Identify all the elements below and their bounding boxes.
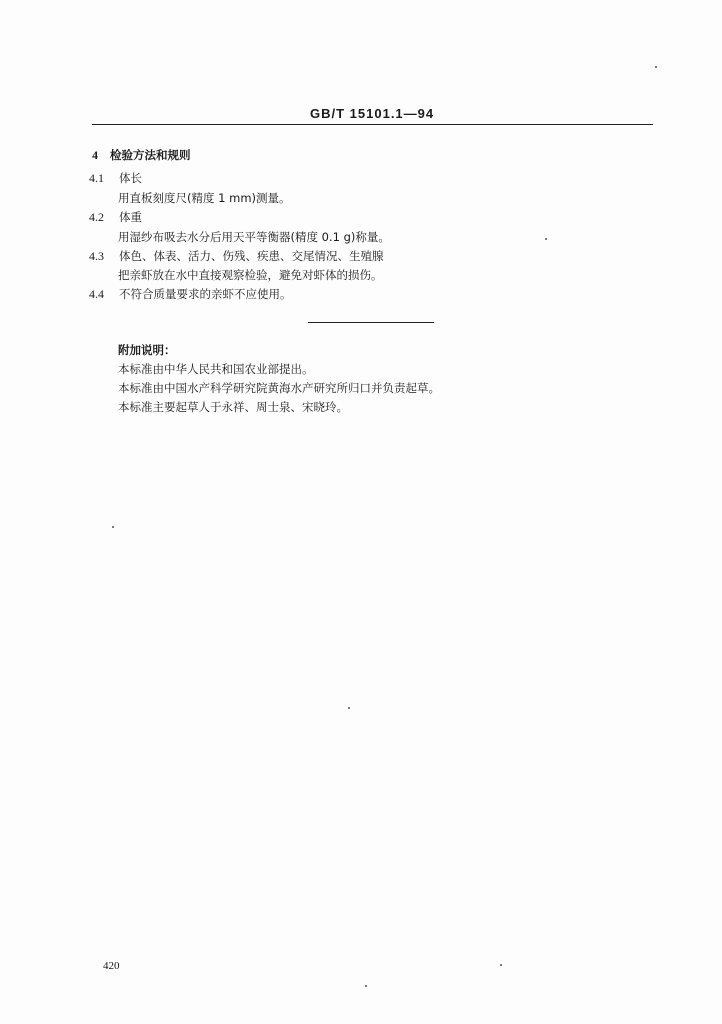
scan-speck: [545, 238, 547, 240]
section-heading: [92, 148, 191, 162]
item-4-1-body: 用直板刻度尺(精度 1 mm)测量。: [118, 191, 291, 205]
scan-speck: [348, 707, 350, 709]
section-number: 4: [92, 148, 98, 162]
header-rule: [92, 124, 653, 125]
item-4-4-heading: [89, 287, 292, 301]
item-4-2-body: 用湿纱布吸去水分后用天平等衡器(精度 0.1 g)称量。: [118, 230, 390, 244]
item-4-3-heading: [89, 249, 384, 263]
scan-speck: [112, 526, 114, 528]
item-number: 4.1: [89, 171, 104, 185]
scan-speck: [655, 66, 657, 68]
standard-code: GB/T 15101.1—94: [310, 106, 435, 121]
item-title: 体色、体表、活力、伤残、疾患、交尾情况、生殖腺: [119, 249, 384, 263]
item-number: 4.3: [89, 249, 104, 263]
section-separator: [308, 322, 434, 323]
item-4-1-heading: [89, 171, 142, 185]
item-title: 不符合质量要求的亲虾不应使用。: [119, 287, 292, 301]
notes-heading: 附加说明：: [118, 343, 176, 357]
item-title: 体长: [119, 171, 142, 185]
item-number: 4.2: [89, 210, 104, 224]
item-4-2-heading: [89, 210, 142, 224]
page-number: 420: [103, 960, 120, 972]
notes-line: 本标准由中国水产科学研究院黄海水产研究所归口并负责起草。: [118, 381, 440, 395]
notes-line: 本标准主要起草人于永祥、周士泉、宋晓玲。: [118, 400, 348, 414]
scan-speck: [365, 985, 367, 987]
notes-line: 本标准由中华人民共和国农业部提出。: [118, 362, 314, 376]
item-title: 体重: [119, 210, 142, 224]
section-title: 检验方法和规则: [110, 148, 191, 162]
item-4-3-body: 把亲虾放在水中直接观察检验，避免对虾体的损伤。: [118, 268, 383, 282]
item-number: 4.4: [89, 287, 104, 301]
scan-speck: [500, 964, 502, 966]
